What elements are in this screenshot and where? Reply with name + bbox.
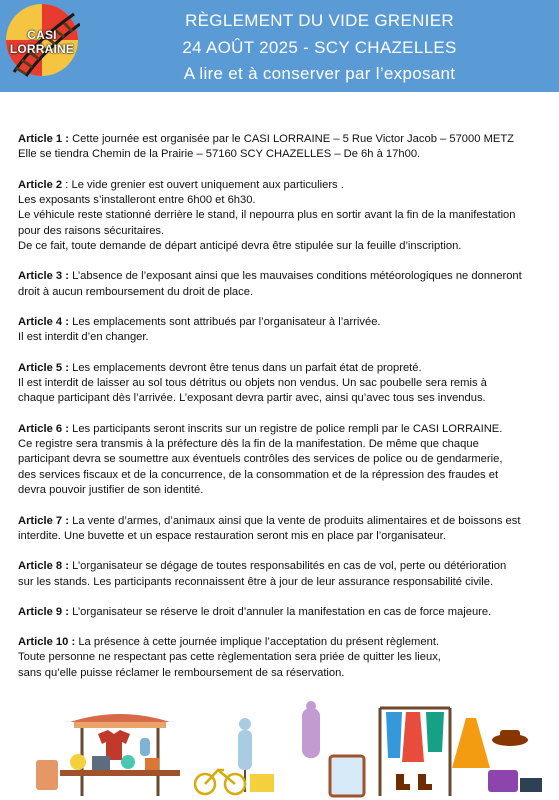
article-text: Il est interdit d’en changer. [18,331,149,344]
article-text: L’organisateur se réserve le droit d’annuler la manifestation en cas de force majeure. [72,605,492,618]
article-label: Article 7 : [18,514,69,527]
article-8 [18,559,548,590]
article-3 [18,269,548,300]
article-label: Article 2 [18,178,63,191]
article-text: Ce registre sera transmis à la préfecture dès la fin de la manifestation. De même que chaque [18,438,479,451]
article-text: Toute personne ne respectant pas cette règlementation sera priée de quitter les lieux, [18,651,441,664]
article-2 [18,178,548,255]
logo-text-lorraine: LORRAINE [9,42,75,56]
article-label: Article 9 : [18,605,69,618]
article-5 [18,361,548,407]
article-text: chaque participant dès l’arrivée. L’exposant devra partir avec, ainsi qu’avec tous ses invendus. [18,392,486,405]
article-text: Les participants seront inscrits sur un registre de police rempli par le CASI LORRAINE. [72,422,503,435]
article-text: De ce fait, toute demande de départ anticipé devra être stipulée sur la feuille d’inscription. [18,240,462,253]
article-label: Article 5 : [18,361,69,374]
article-label: Article 10 : [18,635,76,648]
article-text: interdite. Une buvette et un espace restauration seront mis en place par l’organisateur. [18,529,446,542]
article-10 [18,635,548,681]
article-label: Article 6 : [18,422,69,435]
article-text: participant devra se soumettre aux éventuels contrôles des services de police ou de gendarmerie, [18,453,503,466]
article-text: sans qu’elle puisse réclamer le remboursement de sa réservation. [18,666,345,679]
article-label: Article 4 : [18,316,69,329]
article-label: Article 1 : [18,133,69,145]
flea-market-illustration-icon [0,700,559,800]
article-4 [18,315,548,346]
header-banner [0,0,559,92]
article-text: Les exposants s’installeront entre 6h00 et 6h30. [18,194,256,207]
article-6 [18,422,548,499]
logo-text-casi: CASI [27,28,57,42]
article-label: Article 3 : [18,270,69,283]
article-text: : Le vide grenier est ouvert uniquement aux particuliers . [65,178,344,191]
article-7 [18,514,548,545]
header-title: RÈGLEMENT DU VIDE GRENIER [185,11,454,30]
article-text: L’organisateur se dégage de toutes responsabilités en cas de vol, perte ou détérioration [72,560,507,573]
article-label: Article 8 : [18,560,69,573]
article-9 [18,605,548,620]
article-text: La présence à cette journée implique l’acceptation du présent règlement. [78,635,440,648]
article-text: Elle se tiendra Chemin de la Prairie – 57160 SCY CHAZELLES – De 6h à 17h00. [18,148,421,161]
article-text: devra pouvoir justifier de son identité. [18,484,204,497]
article-text: La vente d’armes, d’animaux ainsi que la vente de produits alimentaires et de boissons est [72,514,521,527]
article-text: pour des raisons sécuritaires. [18,224,165,237]
article-text: Les emplacements devront être tenus dans un parfait état de propreté. [72,361,422,374]
article-text: Le véhicule reste stationné derrière le stand, il nepourra plus en sortir avant la fin de la manifestation [18,209,516,222]
article-text: Il est interdit de laisser au sol tous détritus ou objets non vendus. Un sac poubelle sera remis à [18,377,487,390]
casi-lorraine-logo [4,2,80,78]
article-1 [18,132,548,163]
article-text: sur les stands. Les participants reconnaissent être à jour de leur assurance responsabilité civile. [18,575,494,588]
article-text: des services fiscaux et de la concurrence, de la consommation et de la répression des fraudes et [18,468,499,481]
header-subtitle: A lire et à conserver par l’exposant [183,64,456,83]
rules-content [18,132,548,696]
article-text: Les emplacements sont attribués par l’organisateur à l’arrivée. [72,316,381,329]
article-text: Cette journée est organisée par le CASI LORRAINE – 5 Rue Victor Jacob – 57000 METZ [72,133,515,145]
header-date-location: 24 AOÛT 2025 - SCY CHAZELLES [182,38,457,57]
article-text: L’absence de l’exposant ainsi que les mauvaises conditions météorologiques ne donneront [72,270,522,283]
article-text: droit à aucun remboursement du droit de place. [18,285,254,298]
